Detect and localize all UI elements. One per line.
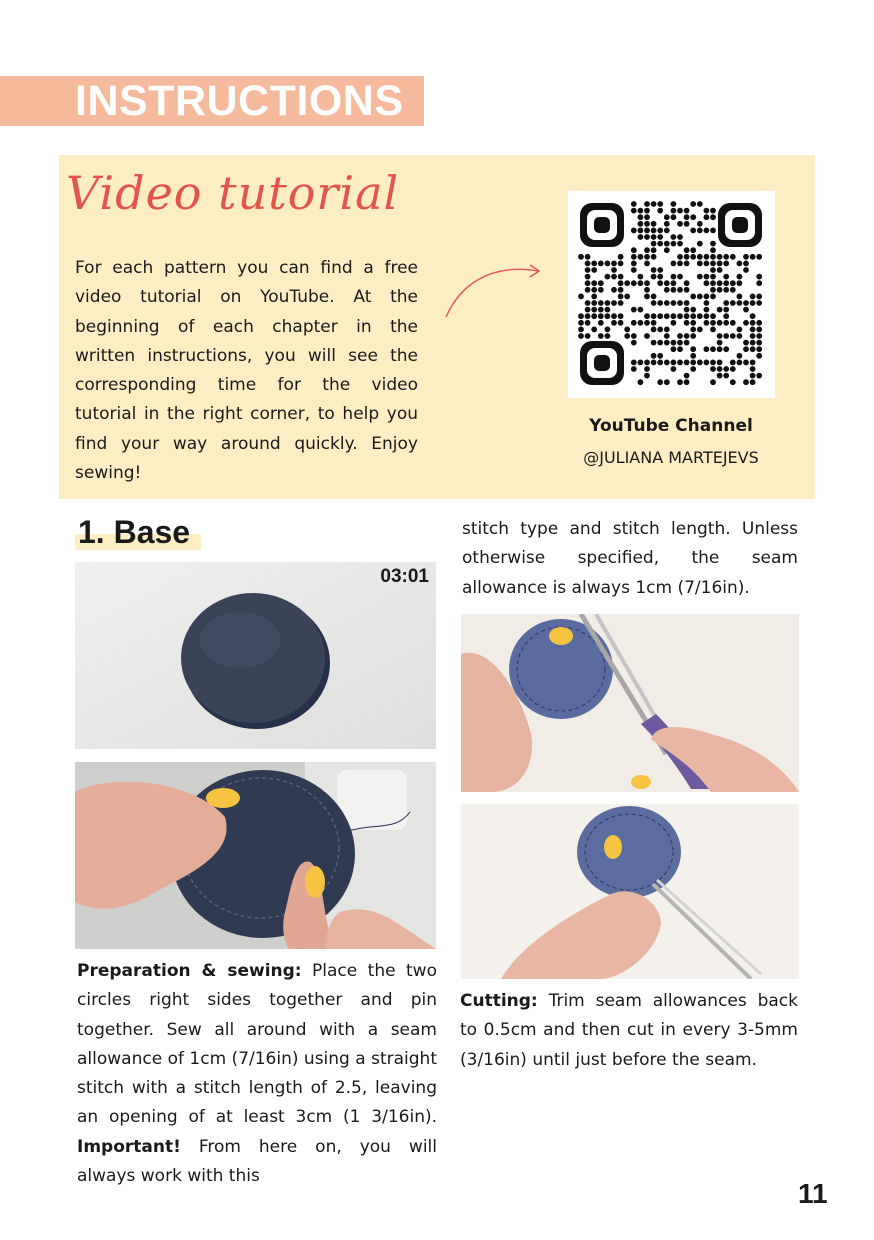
page-title: INSTRUCTIONS: [75, 77, 404, 125]
photo-scissors-trim: [461, 614, 799, 792]
video-tutorial-heading: Video tutorial: [66, 166, 400, 220]
photo-cutting-notches: [461, 804, 799, 979]
youtube-channel-label: YouTube Channel: [589, 416, 753, 436]
section-title: 1. Base: [78, 514, 191, 550]
qr-code[interactable]: [568, 191, 775, 398]
page-number: 11: [798, 1178, 828, 1209]
cutting-text: [460, 987, 798, 1075]
video-timecode: 03:01: [380, 566, 429, 587]
video-tutorial-text: For each pattern you can find a free video tutorial on YouTube. At the beginning of each chapter in the written instructions, you will see the corresponding time for the video tutorial in the right corner, to help you find your way around quickly. Enjoy sewing!: [75, 258, 418, 484]
arrow-icon: [440, 255, 550, 325]
important-label: Important!: [77, 1136, 181, 1157]
qr-code-icon: [568, 191, 775, 398]
preparation-sewing-body-1: Place the two circles right sides together and pin together. Sew all around with a seam allowance of 1cm (7/16in) using a straight stitch with a stitch length of 2.5, leaving an opening of at least 3cm (1 3/16in).: [77, 961, 437, 1128]
preparation-sewing-label: Preparation & sewing:: [77, 961, 302, 981]
cutting-body: Trim seam allowances back to 0.5cm and then cut in every 3-5mm (3/16in) until just before the seam.: [460, 991, 798, 1070]
preparation-sewing-text: [77, 957, 437, 1191]
photo-denim-circle: [75, 562, 436, 749]
youtube-channel-handle[interactable]: @JULIANA MARTEJEVS: [583, 448, 759, 467]
photo-hands-sewing: [75, 762, 436, 949]
cutting-label: Cutting:: [460, 991, 538, 1011]
continuation-text: stitch type and stitch length. Unless otherwise specified, the seam allowance is always 1cm (7/16in).: [462, 519, 798, 598]
preparation-sewing-body-2: From here on, you will always work with this: [77, 1136, 437, 1187]
